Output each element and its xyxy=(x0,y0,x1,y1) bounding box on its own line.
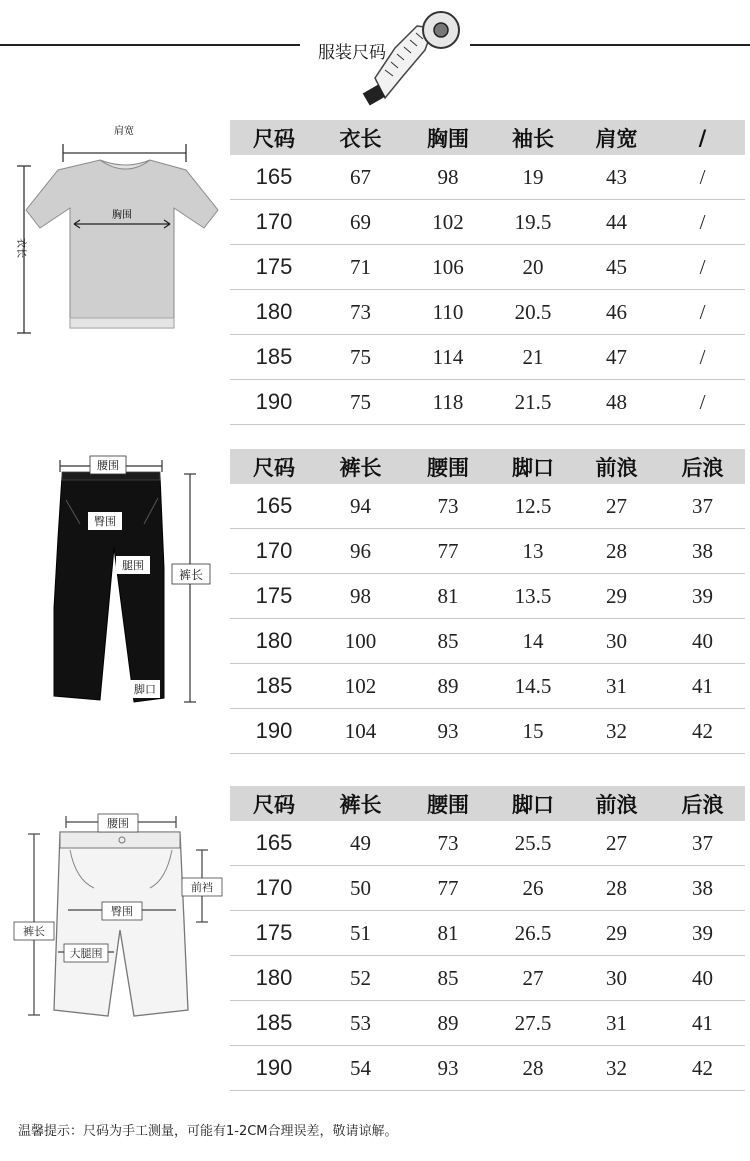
shoulder-label: 肩宽 xyxy=(114,126,134,137)
table-header-row xyxy=(230,449,745,484)
table-row xyxy=(230,956,745,1001)
column-header: 肩宽 xyxy=(573,120,660,155)
column-header: 袖长 xyxy=(493,120,573,155)
table-cell: 32 xyxy=(573,1046,660,1091)
table-cell: 13.5 xyxy=(493,574,573,619)
table-cell: 31 xyxy=(573,664,660,709)
table-cell: 51 xyxy=(318,911,403,956)
table-cell: 89 xyxy=(403,664,493,709)
table-cell: 104 xyxy=(318,709,403,754)
column-header: 裤长 xyxy=(318,786,403,821)
table-cell: / xyxy=(660,290,745,335)
header-rule-right xyxy=(470,44,750,46)
column-header: 胸围 xyxy=(403,120,493,155)
table-cell: 19.5 xyxy=(493,200,573,245)
table-cell: 38 xyxy=(660,529,745,574)
table-row xyxy=(230,1001,745,1046)
table-cell: 180 xyxy=(230,290,318,335)
table-cell: 175 xyxy=(230,574,318,619)
table-row xyxy=(230,200,745,245)
table-cell: 20.5 xyxy=(493,290,573,335)
table-cell: 98 xyxy=(403,155,493,200)
column-header: 后浪 xyxy=(660,786,745,821)
pants-size-table xyxy=(230,449,745,754)
table-cell: 93 xyxy=(403,1046,493,1091)
column-header: 腰围 xyxy=(403,449,493,484)
table-cell: 27 xyxy=(493,956,573,1001)
table-cell: 21 xyxy=(493,335,573,380)
table-cell: 114 xyxy=(403,335,493,380)
table-cell: 96 xyxy=(318,529,403,574)
shorts-hip-label: 臀围 xyxy=(111,905,133,918)
table-cell: 94 xyxy=(318,484,403,529)
table-cell: 40 xyxy=(660,619,745,664)
table-cell: 37 xyxy=(660,821,745,866)
table-cell: 175 xyxy=(230,911,318,956)
table-cell: 77 xyxy=(403,866,493,911)
table-cell: 81 xyxy=(403,911,493,956)
table-cell: 54 xyxy=(318,1046,403,1091)
table-cell: 41 xyxy=(660,1001,745,1046)
table-cell: 170 xyxy=(230,200,318,245)
table-cell: 110 xyxy=(403,290,493,335)
thigh-label: 腿围 xyxy=(122,559,144,572)
table-cell: / xyxy=(660,380,745,425)
hip-label: 臀围 xyxy=(94,515,116,528)
table-cell: 29 xyxy=(573,911,660,956)
table-row xyxy=(230,619,745,664)
table-cell: 28 xyxy=(573,529,660,574)
shorts-thigh-label: 大腿围 xyxy=(69,947,103,960)
table-header-row xyxy=(230,120,745,155)
table-row xyxy=(230,335,745,380)
footnote: 温馨提示：尺码为手工测量，可能有1-2CM合理误差，敬请谅解。 xyxy=(18,1124,398,1139)
pants-icon xyxy=(40,448,230,713)
table-row xyxy=(230,664,745,709)
shorts-waist-label: 腰围 xyxy=(107,817,129,830)
table-row xyxy=(230,245,745,290)
table-cell: 14.5 xyxy=(493,664,573,709)
tshirt-icon xyxy=(8,118,223,348)
column-header: 衣长 xyxy=(318,120,403,155)
table-cell: 43 xyxy=(573,155,660,200)
table-cell: 26 xyxy=(493,866,573,911)
table-cell: 39 xyxy=(660,574,745,619)
table-row xyxy=(230,1046,745,1091)
table-row xyxy=(230,911,745,956)
table-cell: 67 xyxy=(318,155,403,200)
column-header: 脚口 xyxy=(493,786,573,821)
table-cell: 85 xyxy=(403,956,493,1001)
column-header: 脚口 xyxy=(493,449,573,484)
table-cell: 106 xyxy=(403,245,493,290)
table-cell: 73 xyxy=(318,290,403,335)
table-cell: 190 xyxy=(230,709,318,754)
table-cell: 30 xyxy=(573,956,660,1001)
table-cell: 81 xyxy=(403,574,493,619)
header-rule-left xyxy=(0,44,300,46)
table-cell: 175 xyxy=(230,245,318,290)
table-row xyxy=(230,574,745,619)
table-cell: 85 xyxy=(403,619,493,664)
table-cell: 185 xyxy=(230,664,318,709)
table-cell: 15 xyxy=(493,709,573,754)
table-cell: 28 xyxy=(573,866,660,911)
table-cell: 185 xyxy=(230,1001,318,1046)
table-cell: 102 xyxy=(403,200,493,245)
table-cell: / xyxy=(660,155,745,200)
table-row xyxy=(230,709,745,754)
table-cell: 42 xyxy=(660,709,745,754)
table-cell: 170 xyxy=(230,529,318,574)
table-cell: 100 xyxy=(318,619,403,664)
table-cell: 48 xyxy=(573,380,660,425)
column-header: 尺码 xyxy=(230,120,318,155)
table-cell: / xyxy=(660,335,745,380)
table-cell: 40 xyxy=(660,956,745,1001)
table-cell: 118 xyxy=(403,380,493,425)
shorts-size-table xyxy=(230,786,745,1091)
table-row xyxy=(230,155,745,200)
top-size-table xyxy=(230,120,745,425)
table-cell: 31 xyxy=(573,1001,660,1046)
table-cell: 28 xyxy=(493,1046,573,1091)
table-cell: 71 xyxy=(318,245,403,290)
table-cell: 41 xyxy=(660,664,745,709)
table-cell: 53 xyxy=(318,1001,403,1046)
table-cell: 98 xyxy=(318,574,403,619)
table-cell: 170 xyxy=(230,866,318,911)
table-cell: 46 xyxy=(573,290,660,335)
pants-diagram xyxy=(40,448,230,713)
tshirt-diagram xyxy=(8,118,223,348)
table-cell: 165 xyxy=(230,155,318,200)
header xyxy=(0,0,750,110)
table-row xyxy=(230,866,745,911)
waist-label: 腰围 xyxy=(97,459,119,472)
table-cell: 73 xyxy=(403,821,493,866)
table-cell: 190 xyxy=(230,1046,318,1091)
table-cell: 32 xyxy=(573,709,660,754)
table-cell: 27.5 xyxy=(493,1001,573,1046)
shorts-diagram xyxy=(10,810,225,1025)
shorts-icon xyxy=(10,810,225,1025)
table-cell: 29 xyxy=(573,574,660,619)
table-cell: 47 xyxy=(573,335,660,380)
table-cell: 25.5 xyxy=(493,821,573,866)
table-cell: 165 xyxy=(230,484,318,529)
table-cell: 49 xyxy=(318,821,403,866)
table-cell: 26.5 xyxy=(493,911,573,956)
table-cell: 102 xyxy=(318,664,403,709)
table-row xyxy=(230,821,745,866)
table-row xyxy=(230,380,745,425)
table-cell: 19 xyxy=(493,155,573,200)
table-cell: 77 xyxy=(403,529,493,574)
length-label: 衣长 xyxy=(15,238,26,258)
table-row xyxy=(230,529,745,574)
table-cell: 42 xyxy=(660,1046,745,1091)
table-cell: 21.5 xyxy=(493,380,573,425)
table-cell: 75 xyxy=(318,335,403,380)
chest-label: 胸围 xyxy=(112,210,132,221)
table-cell: 45 xyxy=(573,245,660,290)
table-cell: 75 xyxy=(318,380,403,425)
table-cell: 37 xyxy=(660,484,745,529)
table-cell: 50 xyxy=(318,866,403,911)
table-cell: 180 xyxy=(230,956,318,1001)
table-row xyxy=(230,484,745,529)
table-cell: 27 xyxy=(573,821,660,866)
column-header: 尺码 xyxy=(230,449,318,484)
table-cell: 44 xyxy=(573,200,660,245)
table-cell: 89 xyxy=(403,1001,493,1046)
table-row xyxy=(230,290,745,335)
shorts-length-label: 裤长 xyxy=(23,925,45,938)
table-cell: / xyxy=(660,245,745,290)
column-header: 腰围 xyxy=(403,786,493,821)
table-cell: 190 xyxy=(230,380,318,425)
table-cell: 69 xyxy=(318,200,403,245)
column-header: 前浪 xyxy=(573,449,660,484)
table-cell: 180 xyxy=(230,619,318,664)
table-cell: 93 xyxy=(403,709,493,754)
column-header: 裤长 xyxy=(318,449,403,484)
table-cell: / xyxy=(660,200,745,245)
table-cell: 165 xyxy=(230,821,318,866)
column-header: 前浪 xyxy=(573,786,660,821)
table-cell: 12.5 xyxy=(493,484,573,529)
table-cell: 39 xyxy=(660,911,745,956)
table-header-row xyxy=(230,786,745,821)
table-cell: 52 xyxy=(318,956,403,1001)
pants-length-label: 裤长 xyxy=(178,568,204,582)
page-title: 服装尺码 xyxy=(318,43,386,63)
column-header: 尺码 xyxy=(230,786,318,821)
table-cell: 73 xyxy=(403,484,493,529)
table-cell: 14 xyxy=(493,619,573,664)
front-rise-label: 前裆 xyxy=(191,881,213,894)
measuring-tape-icon xyxy=(355,8,465,108)
table-cell: 30 xyxy=(573,619,660,664)
column-header: / xyxy=(660,120,745,155)
table-cell: 185 xyxy=(230,335,318,380)
table-cell: 20 xyxy=(493,245,573,290)
column-header: 后浪 xyxy=(660,449,745,484)
table-cell: 38 xyxy=(660,866,745,911)
table-cell: 27 xyxy=(573,484,660,529)
hem-label: 脚口 xyxy=(134,683,156,696)
table-cell: 13 xyxy=(493,529,573,574)
